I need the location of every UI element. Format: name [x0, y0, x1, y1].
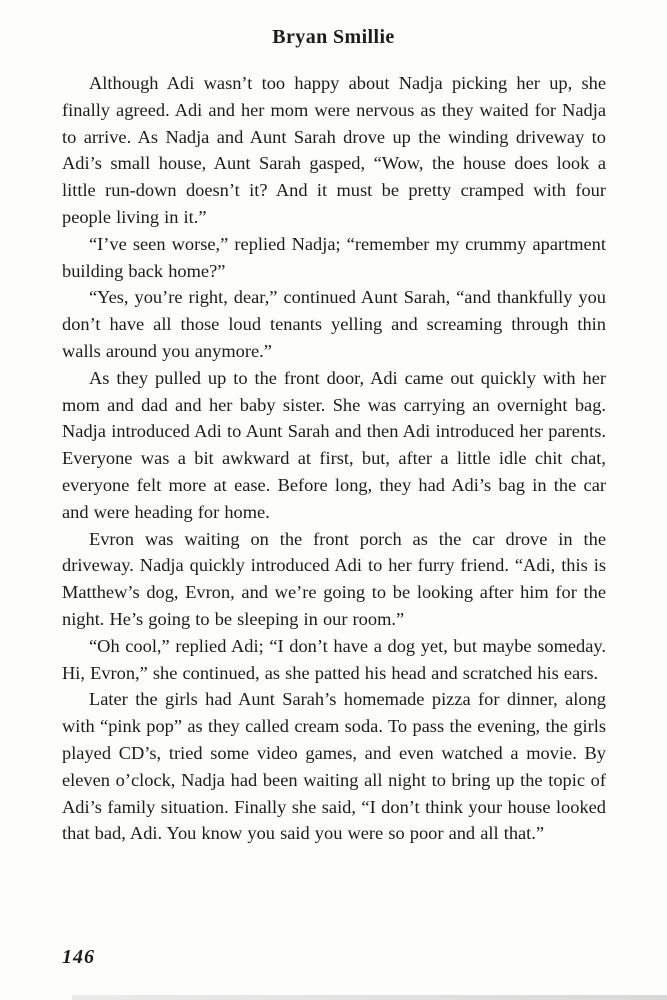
paragraph-7: Later the girls had Aunt Sarah’s homemade pizza for dinner, along with “pink pop” as they called cream soda. To pass the evening, the girls played CD’s, tried some video games, and even watched a movie. By eleven o’clock, Nadja had been waiting all night to bring up the topic of Adi’s family situation. Finally she said, “I don’t think your house looked that bad, Adi. You know you said you were so poor and all that.”: [62, 689, 606, 844]
paragraph-5: Evron was waiting on the front porch as the car drove in the driveway. Nadja quickly introduced Adi to her furry friend. “Adi, this is Matthew’s dog, Evron, and we’re going to be looking after him for the night. He’s going to be sleeping in our room.”: [62, 528, 606, 629]
paragraph-2: “I’ve seen worse,” replied Nadja; “remember my crummy apartment building back home?”: [62, 233, 606, 281]
body-text: [62, 70, 606, 847]
paragraph-4: As they pulled up to the front door, Adi came out quickly with her mom and dad and her baby sister. She was carrying an overnight bag. Nadja introduced Adi to Aunt Sarah and then Adi introduced her parents. Everyone was a bit awkward at first, but, after a little idle chit chat, everyone felt more at ease. Before long, they had Adi’s bag in the car and were heading for home.: [62, 367, 606, 522]
paragraph-1: Although Adi wasn’t too happy about Nadja picking her up, she finally agreed. Adi and her mom were nervous as they waited for Nadja to arrive. As Nadja and Aunt Sarah drove up the winding driveway to Adi’s small house, Aunt Sarah gasped, “Wow, the house does look a little run-down doesn’t it? And it must be pretty cramped with four people living in it.”: [62, 73, 606, 227]
page-number: 146: [62, 946, 95, 968]
paragraph-3: “Yes, you’re right, dear,” continued Aunt Sarah, “and thankfully you don’t have all those loud tenants yelling and screaming through thin walls around you anymore.”: [62, 287, 606, 361]
paragraph-6: “Oh cool,” replied Adi; “I don’t have a dog yet, but maybe someday. Hi, Evron,” she continued, as she patted his head and scratched his ears.: [62, 635, 606, 683]
scan-edge-shadow: [72, 995, 667, 1000]
running-head: Bryan Smillie: [272, 26, 395, 48]
